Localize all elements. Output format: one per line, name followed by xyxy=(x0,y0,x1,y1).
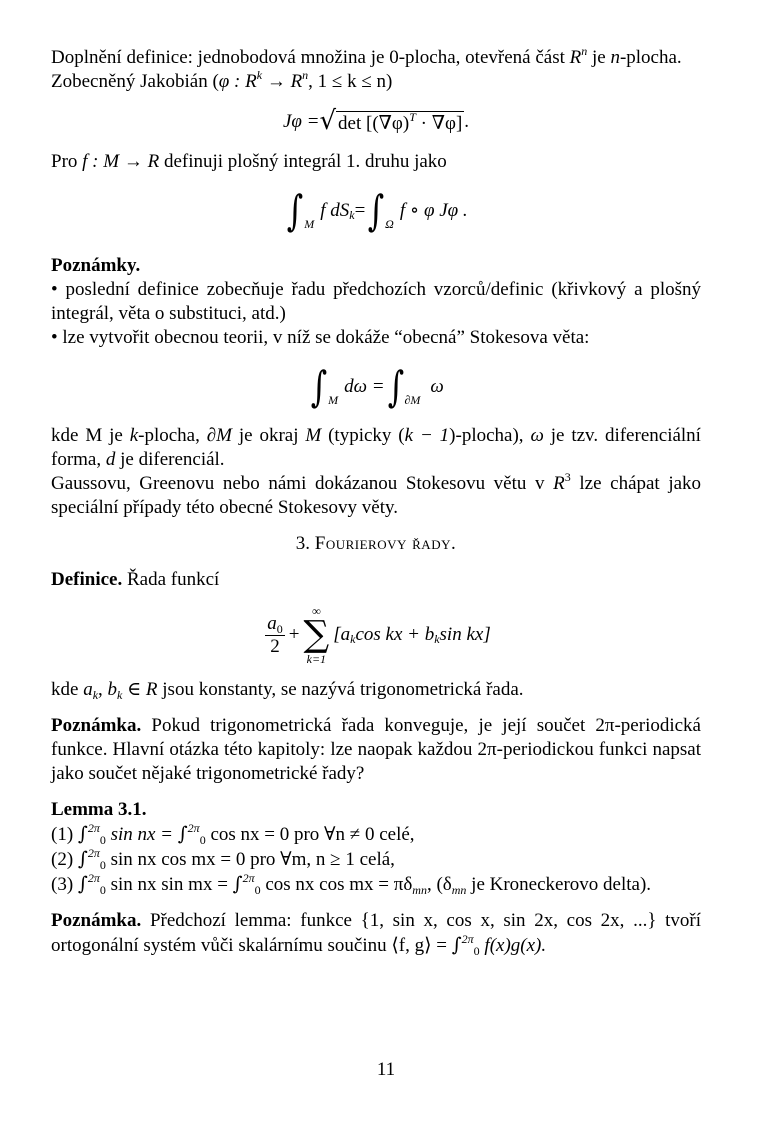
math: b xyxy=(107,679,118,700)
integral xyxy=(385,362,421,411)
integral xyxy=(284,186,315,235)
sqrt xyxy=(319,108,464,136)
lemma-item-2 xyxy=(51,847,701,872)
integral-sign: ∫ xyxy=(387,362,404,411)
integral xyxy=(365,186,394,235)
heading: Poznámky. xyxy=(51,255,141,276)
text: (typicky ( xyxy=(321,425,405,446)
bullet-item: • poslední definice zobecňuje řadu předchozích vzorců/definic (křivkový a plošný integrál, věta o substituci, atd.) xyxy=(51,279,701,324)
math-sup: 3 xyxy=(564,470,571,484)
integral-upper: 2π xyxy=(87,846,100,860)
paragraph-stokes-explanation xyxy=(51,424,701,472)
fraction xyxy=(265,613,285,658)
integral-upper: 2π xyxy=(187,821,200,835)
math: cos nx cos mx = πδ xyxy=(265,874,413,895)
integral-sign: ∫ xyxy=(77,823,88,845)
text: jsou konstanty, se nazývá trigonometrická řada. xyxy=(157,679,524,700)
section-heading xyxy=(51,532,701,556)
math-sup: k xyxy=(256,68,263,82)
equation-stokes xyxy=(51,350,701,424)
math: → R xyxy=(262,71,303,92)
integral-upper: 2π xyxy=(87,871,100,885)
math: a xyxy=(267,612,277,634)
math-sup: n xyxy=(302,68,309,82)
text: (1) xyxy=(51,824,78,845)
math: cos kx + b xyxy=(355,624,435,645)
sum-upper: ∞ xyxy=(312,604,321,618)
text: , xyxy=(98,679,108,700)
page-body xyxy=(51,46,701,958)
heading: Definice. xyxy=(51,569,123,590)
math-n: n xyxy=(610,47,620,68)
integral-sign: ∫ xyxy=(451,934,462,956)
math: sin nx sin mx = xyxy=(110,874,233,895)
integral-domain: M xyxy=(304,217,315,231)
text: Zobecněný Jakobián ( xyxy=(51,71,219,92)
math: M xyxy=(305,425,322,446)
paragraph-definition-extension xyxy=(51,46,701,70)
text: je xyxy=(591,47,606,68)
math-sup: n xyxy=(581,44,588,58)
text: Pokud trigonometrická řada konveguje, je její součet 2π-periodická funkce. Hlavní otázka této kapitoly: lze naopak každou 2π-periodickou funkci napsat jako součet nějaké trigonometrické řady? xyxy=(51,715,701,784)
math: dω = xyxy=(344,376,385,397)
integral-upper: 2π xyxy=(242,871,255,885)
math-sub: k xyxy=(92,688,99,702)
integral-sign: ∫ xyxy=(232,873,243,895)
text: (2) xyxy=(51,849,78,870)
text: )-plocha), xyxy=(449,425,531,446)
integral xyxy=(308,362,339,411)
math: R xyxy=(553,473,565,494)
math-sub: 0 xyxy=(276,621,283,636)
math: d xyxy=(105,449,116,470)
math: f ∘ φ Jφ . xyxy=(399,200,468,221)
text: je Kroneckerovo delta). xyxy=(466,874,652,895)
radicand xyxy=(336,111,464,136)
math: . xyxy=(464,111,470,132)
sum-sign: ∑ xyxy=(303,614,330,655)
section-number: 3. xyxy=(295,533,311,554)
text: Doplnění definice: jednobodová množina je 0-plocha, otevřená část xyxy=(51,47,565,68)
remark-periodic xyxy=(51,714,701,786)
math: · ∇φ] xyxy=(415,113,463,134)
heading: Lemma 3.1. xyxy=(51,799,147,820)
math: Jφ = xyxy=(282,111,320,132)
sum-lower: k=1 xyxy=(306,652,327,666)
integral-domain: ∂M xyxy=(404,393,421,407)
integral-sign: ∫ xyxy=(177,823,188,845)
math: k xyxy=(129,425,139,446)
bullet-item: • lze vytvořit obecnou teorii, v níž se dokáže “obecná” Stokesova věta: xyxy=(51,327,590,348)
integral-lower: 0 xyxy=(99,833,106,847)
text: lze chápat jako speciální případy této obecné Stokesovy věty. xyxy=(51,473,702,518)
numerator xyxy=(265,613,285,636)
integral-lower: 0 xyxy=(99,858,106,872)
math-sub: mn xyxy=(451,883,467,897)
math: + xyxy=(288,624,300,645)
heading-poznamky xyxy=(51,254,701,278)
text: je okraj xyxy=(231,425,306,446)
lemma-heading xyxy=(51,798,701,822)
text: Předchozí lemma: funkce {1, sin x, cos x, sin 2x, cos 2x, ...} tvoří ortogonální systém vůči skalárnímu součinu ⟨f, g⟩ = xyxy=(51,910,702,956)
summation xyxy=(304,605,330,665)
integral-sign: ∫ xyxy=(368,186,385,235)
math: f dS xyxy=(320,200,350,221)
text: kde xyxy=(51,679,84,700)
remark-orthogonal xyxy=(51,909,701,958)
math: = xyxy=(354,200,366,221)
heading: Poznámka. xyxy=(51,715,142,736)
equation-jacobian xyxy=(51,94,701,150)
math: f : M → R xyxy=(82,151,160,172)
equation-surface-integral: ∫ M f dS $_k$ = ∫ Ω f ∘ φ Jφ . xyxy=(51,174,701,248)
integral-lower: 0 xyxy=(199,833,206,847)
lemma-item-1 xyxy=(51,822,701,847)
paragraph-constants xyxy=(51,678,701,702)
integral-sign: ∫ xyxy=(310,362,328,411)
paragraph-special-cases xyxy=(51,472,701,520)
math: sin kx] xyxy=(439,624,491,645)
radical-sign: √ xyxy=(319,106,337,136)
math: [a xyxy=(333,624,351,645)
text: Řada funkcí xyxy=(126,569,220,590)
text: definuji plošný integrál 1. druhu jako xyxy=(163,151,447,172)
math: ∂M xyxy=(206,425,232,446)
section-title: Fourierovy řady. xyxy=(314,533,457,554)
math: , (δ xyxy=(426,874,452,895)
integral-sign: ∫ xyxy=(77,848,88,870)
integral-upper: 2π xyxy=(87,821,100,835)
text: -plocha. xyxy=(619,47,682,68)
integral-lower: 0 xyxy=(99,883,106,897)
math: det [(∇φ) xyxy=(338,113,410,134)
text: Pro xyxy=(51,151,78,172)
text: (3) xyxy=(51,874,78,895)
integral-sign: ∫ xyxy=(77,873,88,895)
math-sub: mn xyxy=(412,883,427,897)
integral-upper: 2π xyxy=(461,932,474,946)
math: R xyxy=(145,679,158,700)
paragraph-jacobian xyxy=(51,70,701,94)
math: ω xyxy=(430,376,444,397)
paragraph-surface-integral xyxy=(51,150,701,174)
math: sin nx = xyxy=(110,824,178,845)
heading: Poznámka. xyxy=(51,910,142,931)
integral-domain: Ω xyxy=(385,217,394,231)
math-R: R xyxy=(569,47,582,68)
text: kde M je xyxy=(51,425,130,446)
text: Gaussovu, Greenovu nebo námi dokázanou Stokesovu větu v xyxy=(51,473,545,494)
integral-lower: 0 xyxy=(254,883,261,897)
lemma-item-3 xyxy=(51,872,701,897)
math: φ : R xyxy=(218,71,257,92)
text: je diferenciál. xyxy=(115,449,225,470)
math: cos nx = 0 pro ∀n ≠ 0 celé, xyxy=(210,824,415,845)
equation-fourier-series: $\frac{a_0}{2}$ + ∞ ∑ k=1 [a $_k$ cos kx + b $_k$ sin kx] xyxy=(267,604,491,666)
math-sup: T xyxy=(409,110,416,124)
math: f(x)g(x). xyxy=(484,935,547,956)
integral-lower: 0 xyxy=(473,944,480,958)
math: sin nx cos mx = 0 pro ∀m, n ≥ 1 celá, xyxy=(110,849,395,870)
text: je tzv. diferenciální forma, xyxy=(51,425,701,470)
math: a xyxy=(83,679,93,700)
math: , 1 ≤ k ≤ n) xyxy=(308,71,393,92)
math: ∈ xyxy=(122,679,146,700)
integral-sign: ∫ xyxy=(287,186,304,235)
math: ω xyxy=(530,425,544,446)
text: -plocha, xyxy=(138,425,207,446)
integral-domain: M xyxy=(328,393,339,407)
math-sub: k xyxy=(117,688,123,702)
definition xyxy=(51,568,701,592)
math: k − 1 xyxy=(404,425,450,446)
page-number: 11 xyxy=(376,1059,396,1080)
denominator: 2 xyxy=(270,635,280,657)
